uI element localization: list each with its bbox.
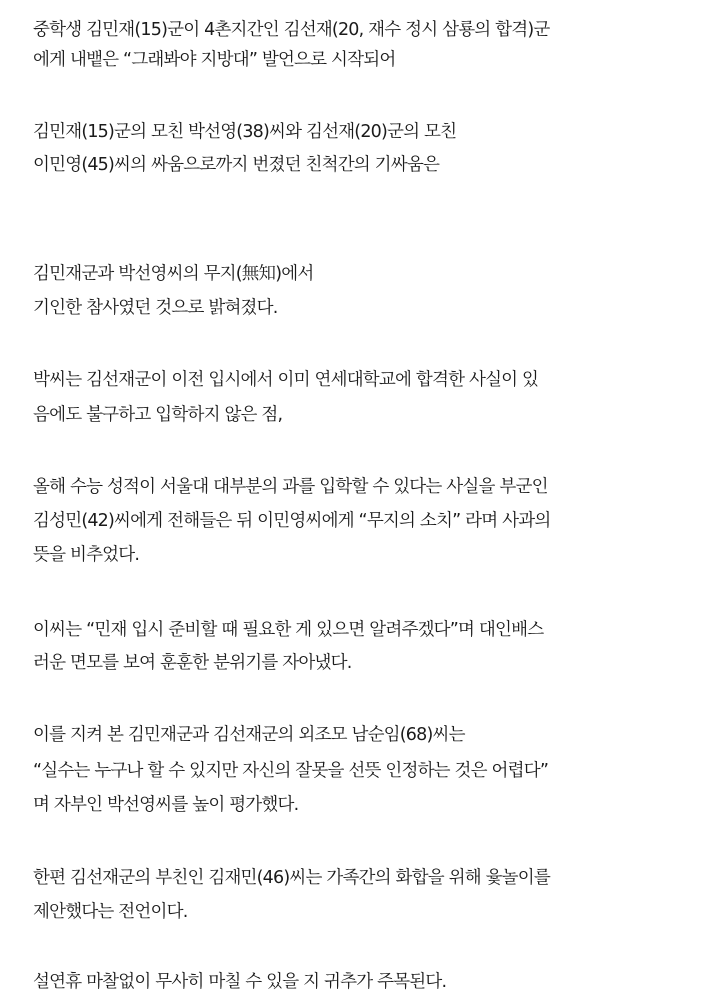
- paragraph-7-line-2: “실수는 누구나 할 수 있지만 자신의 잘못을 선뜻 인정하는 것은 어렵다”: [33, 761, 549, 781]
- paragraph-3-line-2: 기인한 참사였던 것으로 밝혀졌다.: [33, 298, 278, 318]
- paragraph-5-line-1: 올해 수능 성적이 서울대 대부분의 과를 입학할 수 있다는 사실을 부군인: [33, 477, 548, 497]
- paragraph-4-line-1: 박씨는 김선재군이 이전 입시에서 이미 연세대학교에 합격한 사실이 있: [33, 370, 539, 390]
- paragraph-6-line-2: 러운 면모를 보여 훈훈한 분위기를 자아냈다.: [33, 653, 352, 673]
- paragraph-8-line-2: 제안했다는 전언이다.: [33, 902, 188, 922]
- paragraph-5-line-2: 김성민(42)씨에게 전해들은 뒤 이민영씨에게 “무지의 소치” 라며 사과의: [33, 511, 551, 531]
- paragraph-6-line-1: 이씨는 “민재 입시 준비할 때 필요한 게 있으면 알려주겠다”며 대인배스: [33, 620, 544, 640]
- paragraph-9-line-1: 설연휴 마찰없이 무사히 마칠 수 있을 지 귀추가 주목된다.: [33, 972, 447, 992]
- paragraph-8-line-1: 한편 김선재군의 부친인 김재민(46)씨는 가족간의 화합을 위해 윷놀이를: [33, 868, 551, 888]
- paragraph-2-line-1: 김민재(15)군의 모친 박선영(38)씨와 김선재(20)군의 모친: [33, 122, 457, 142]
- paragraph-4-line-2: 음에도 불구하고 입학하지 않은 점,: [33, 405, 283, 425]
- paragraph-5-line-3: 뜻을 비추었다.: [33, 545, 140, 565]
- paragraph-1-line-1: 중학생 김민재(15)군이 4촌지간인 김선재(20, 재수 정시 삼룡의 합격)군: [33, 20, 550, 40]
- paragraph-2-line-2: 이민영(45)씨의 싸움으로까지 번졌던 친척간의 기싸움은: [33, 155, 440, 175]
- paragraph-1-line-2: 에게 내뱉은 “그래봐야 지방대” 발언으로 시작되어: [33, 50, 396, 70]
- paragraph-7-line-1: 이를 지켜 본 김민재군과 김선재군의 외조모 남순임(68)씨는: [33, 725, 465, 745]
- paragraph-7-line-3: 며 자부인 박선영씨를 높이 평가했다.: [33, 795, 299, 815]
- paragraph-3-line-1: 김민재군과 박선영씨의 무지(無知)에서: [33, 264, 314, 284]
